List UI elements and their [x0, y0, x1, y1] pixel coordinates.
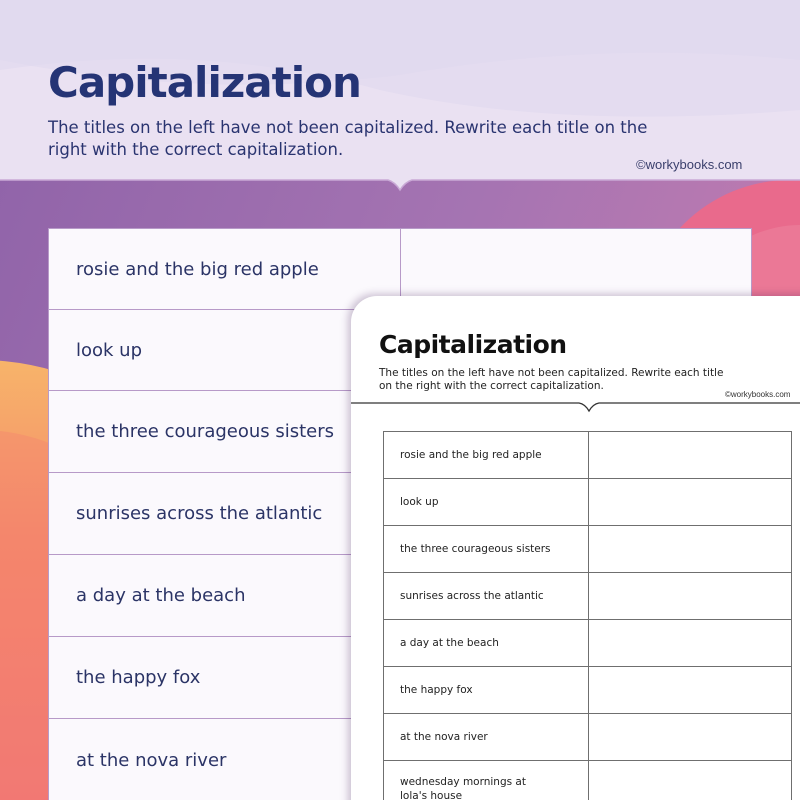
answer-cell[interactable]: [589, 479, 791, 525]
table-row: [384, 761, 791, 800]
answer-cell[interactable]: [589, 620, 791, 666]
title-cell: look up: [49, 310, 401, 390]
table-row: [384, 526, 791, 573]
titles-table-small: [383, 431, 792, 800]
title-cell: the three courageous sisters: [384, 526, 589, 572]
table-row: [384, 714, 791, 761]
title-cell: the happy fox: [384, 667, 589, 713]
title-cell: sunrises across the atlantic: [384, 573, 589, 619]
answer-cell[interactable]: [589, 761, 791, 800]
title-cell: rosie and the big red apple: [384, 432, 589, 478]
answer-cell[interactable]: [589, 573, 791, 619]
title-cell: the three courageous sisters: [49, 391, 401, 472]
title-cell: a day at the beach: [49, 555, 401, 636]
worksheet-divider: [351, 396, 800, 416]
title-cell: a day at the beach: [384, 620, 589, 666]
worksheet-instructions: The titles on the left have not been capitalized. Rewrite each title on the right with the correct capitalization.: [379, 367, 724, 392]
table-row: [384, 432, 791, 479]
answer-cell[interactable]: [589, 432, 791, 478]
table-row: [384, 667, 791, 714]
table-row: [384, 573, 791, 620]
title-cell: at the nova river: [49, 719, 401, 800]
worksheet-title: Capitalization: [379, 330, 567, 359]
title-cell: sunrises across the atlantic: [49, 473, 401, 554]
table-row: [384, 620, 791, 667]
page-title: Capitalization: [48, 58, 361, 107]
table-row: [384, 479, 791, 526]
title-cell: at the nova river: [384, 714, 589, 760]
worksheet-credit: ©workybooks.com: [725, 390, 791, 399]
title-cell: the happy fox: [49, 637, 401, 718]
answer-cell[interactable]: [589, 714, 791, 760]
title-cell: rosie and the big red apple: [49, 229, 401, 309]
title-cell: look up: [384, 479, 589, 525]
answer-cell[interactable]: [589, 526, 791, 572]
title-cell: wednesday mornings at lola's house: [384, 761, 589, 800]
instructions-text: The titles on the left have not been capitalized. Rewrite each title on the right with the correct capitalization.: [48, 118, 648, 159]
worksheet-preview: [351, 296, 800, 800]
credit-text: ©workybooks.com: [636, 157, 743, 172]
answer-cell[interactable]: [589, 667, 791, 713]
